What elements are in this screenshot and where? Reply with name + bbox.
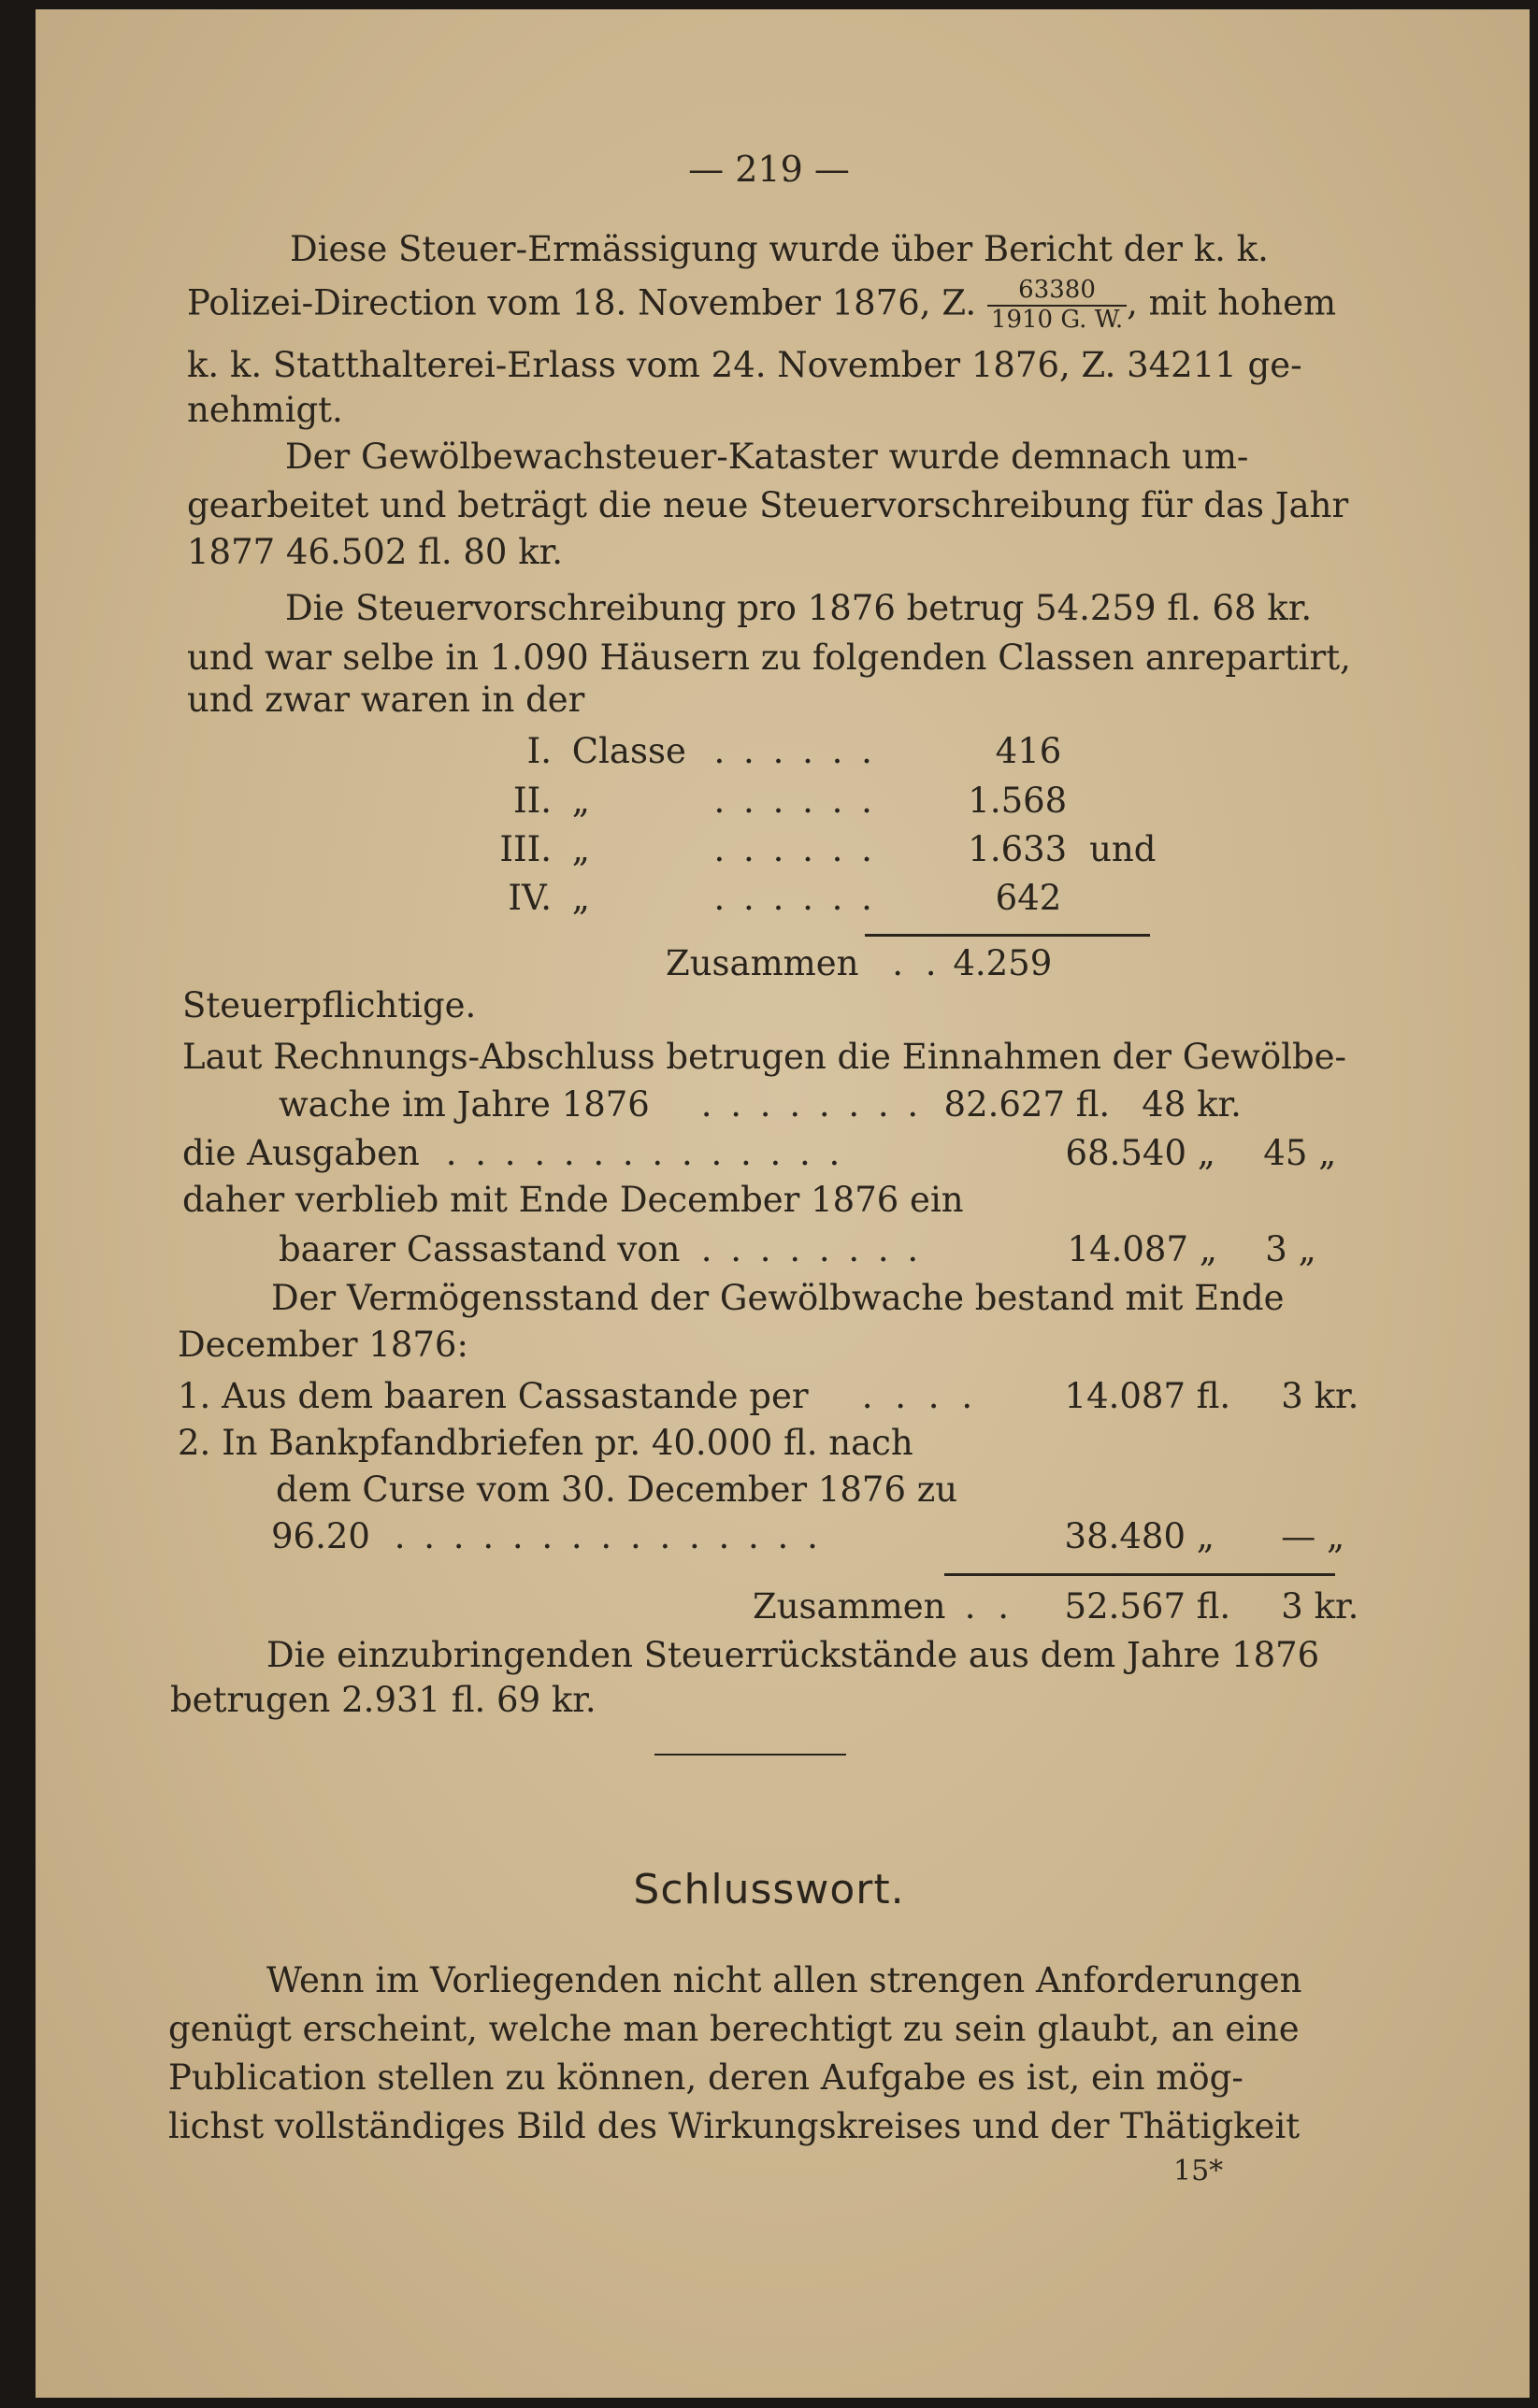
fraction-denominator: 1910 G. W. — [990, 305, 1124, 334]
balance-label: baarer Cassastand von — [279, 1229, 681, 1269]
assets-total-dots: . . — [964, 1586, 1015, 1627]
class-total-row — [666, 943, 1053, 983]
assets-item2-line2: dem Curse vom 30. December 1876 zu — [276, 1469, 958, 1510]
item2-rate: 96.20 — [271, 1516, 370, 1556]
accounts-income-row — [279, 1084, 1242, 1125]
class-numeral: IV. — [508, 878, 552, 918]
item2-fl: 38.480 „ — [1064, 1516, 1215, 1556]
class-label: „ — [571, 829, 590, 869]
accounts-line1: Laut Rechnungs-Abschluss betrugen die Einnahmen der Gewölbe- — [182, 1037, 1347, 1077]
arrears-line2: betrugen 2.931 fl. 69 kr. — [170, 1680, 597, 1720]
expense-fl: 68.540 „ — [1065, 1133, 1215, 1173]
class-label: „ — [571, 878, 590, 918]
total-label: Zusammen — [666, 943, 859, 983]
assets-line2: December 1876: — [178, 1325, 468, 1365]
class-row — [458, 731, 1078, 771]
sum-rule — [865, 934, 1150, 937]
signature-mark: 15* — [1173, 2155, 1224, 2187]
assets-total-row — [753, 1586, 1359, 1627]
para1-line3: k. k. Statthalterei-Erlass vom 24. November 1876, Z. 34211 ge- — [187, 345, 1302, 385]
item1-label: 1. Aus dem baaren Cassastande per — [178, 1376, 809, 1416]
income-dots: . . . . . . . . — [700, 1084, 923, 1125]
fraction-numerator: 63380 — [987, 277, 1127, 307]
class-dots: . . . . . . — [713, 878, 876, 918]
closing-line3: Publication stellen zu können, deren Aufgabe es ist, ein mög- — [168, 2057, 1243, 2098]
class-row — [458, 829, 1157, 869]
class-numeral: II. — [513, 781, 552, 821]
accounts-balance-row — [279, 1229, 1316, 1269]
class-suffix — [1061, 731, 1078, 771]
para2-line2: gearbeitet und beträgt die neue Steuervorschreibung für das Jahr — [187, 485, 1349, 525]
class-dots: . . . . . . — [713, 781, 876, 821]
income-kr: 48 kr. — [1142, 1084, 1242, 1125]
class-numeral: I. — [526, 731, 552, 771]
expense-label: die Ausgaben — [182, 1133, 420, 1173]
assets-line1: Der Vermögensstand der Gewölbwache bestand mit Ende — [271, 1278, 1285, 1318]
para1-line1-text: Diese Steuer-Ermässigung wurde über Bericht der k. k. — [290, 229, 1269, 269]
accounts-expense-row — [182, 1133, 1337, 1173]
balance-fl: 14.087 „ — [1067, 1229, 1217, 1269]
assets-total-label: Zusammen — [753, 1586, 946, 1627]
para2-line3: 1877 46.502 fl. 80 kr. — [187, 532, 563, 572]
class-dots: . . . . . . — [713, 731, 876, 771]
item1-dots: . . . . — [861, 1376, 979, 1416]
section-heading: Schlusswort. — [633, 1866, 905, 1914]
total-value: 4.259 — [953, 943, 1053, 983]
total-dots: . . — [892, 943, 942, 983]
para1-line1 — [290, 229, 1368, 269]
class-dots: . . . . . . — [713, 829, 876, 869]
class-label: „ — [571, 781, 590, 821]
class-suffix — [1061, 878, 1078, 918]
class-value: 1.568 — [968, 781, 1068, 821]
accounts-line4: daher verblieb mit Ende December 1876 ein — [182, 1180, 964, 1220]
item1-fl: 14.087 fl. — [1064, 1376, 1231, 1416]
section-divider — [654, 1754, 846, 1756]
closing-line2: genügt erscheint, welche man berechtigt zu sein glaubt, an eine — [168, 2009, 1300, 2049]
para1-line2 — [187, 277, 1336, 335]
para3-line1: Die Steuervorschreibung pro 1876 betrug 54.259 fl. 68 kr. — [285, 588, 1313, 628]
item1-kr: 3 kr. — [1281, 1376, 1359, 1416]
balance-dots: . . . . . . . . — [700, 1229, 923, 1269]
para1-line2-post: , mit hohem — [1127, 282, 1337, 323]
balance-kr: 3 „ — [1265, 1229, 1316, 1269]
item2-dots: . . . . . . . . . . . . . . . — [394, 1516, 822, 1556]
closing-line4: lichst vollständiges Bild des Wirkungskreises und der Thätigkeit — [168, 2106, 1301, 2146]
arrears-line1: Die einzubringenden Steuerrückstände aus dem Jahre 1876 — [266, 1635, 1320, 1675]
sum-rule — [944, 1573, 1335, 1576]
class-total-after: Steuerpflichtige. — [182, 985, 477, 1025]
item2-kr: — „ — [1281, 1516, 1345, 1556]
income-fl: 82.627 fl. — [943, 1084, 1111, 1125]
class-suffix — [1061, 781, 1078, 821]
income-label: wache im Jahre 1876 — [279, 1084, 650, 1125]
class-row — [458, 781, 1078, 821]
para2-line1: Der Gewölbewachsteuer-Kataster wurde demnach um- — [285, 437, 1249, 477]
class-value: 642 — [995, 878, 1062, 918]
class-value: 1.633 — [968, 829, 1068, 869]
class-numeral: III. — [499, 829, 552, 869]
class-label: Classe — [571, 731, 686, 771]
class-row — [458, 878, 1078, 918]
para3-line2: und war selbe in 1.090 Häusern zu folgenden Classen anrepartirt, — [187, 638, 1351, 678]
class-value: 416 — [995, 731, 1062, 771]
assets-item1 — [178, 1376, 1359, 1416]
class-suffix: und — [1089, 829, 1157, 869]
page-number: — 219 — — [688, 149, 850, 190]
para1-line2-pre: Polizei-Direction vom 18. November 1876, Z. — [187, 282, 977, 323]
assets-item2-row — [271, 1516, 1345, 1556]
assets-total-fl: 52.567 fl. — [1064, 1586, 1231, 1627]
closing-line1: Wenn im Vorliegenden nicht allen strengen Anforderungen — [266, 1960, 1302, 2000]
expense-dots: . . . . . . . . . . . . . . — [445, 1133, 844, 1173]
para1-line4: nehmigt. — [187, 390, 343, 430]
assets-total-kr: 3 kr. — [1281, 1586, 1359, 1627]
reference-fraction — [987, 277, 1127, 335]
expense-kr: 45 „ — [1263, 1133, 1337, 1173]
assets-item2-line1: 2. In Bankpfandbriefen pr. 40.000 fl. nach — [178, 1423, 913, 1463]
para3-line3: und zwar waren in der — [187, 680, 585, 720]
